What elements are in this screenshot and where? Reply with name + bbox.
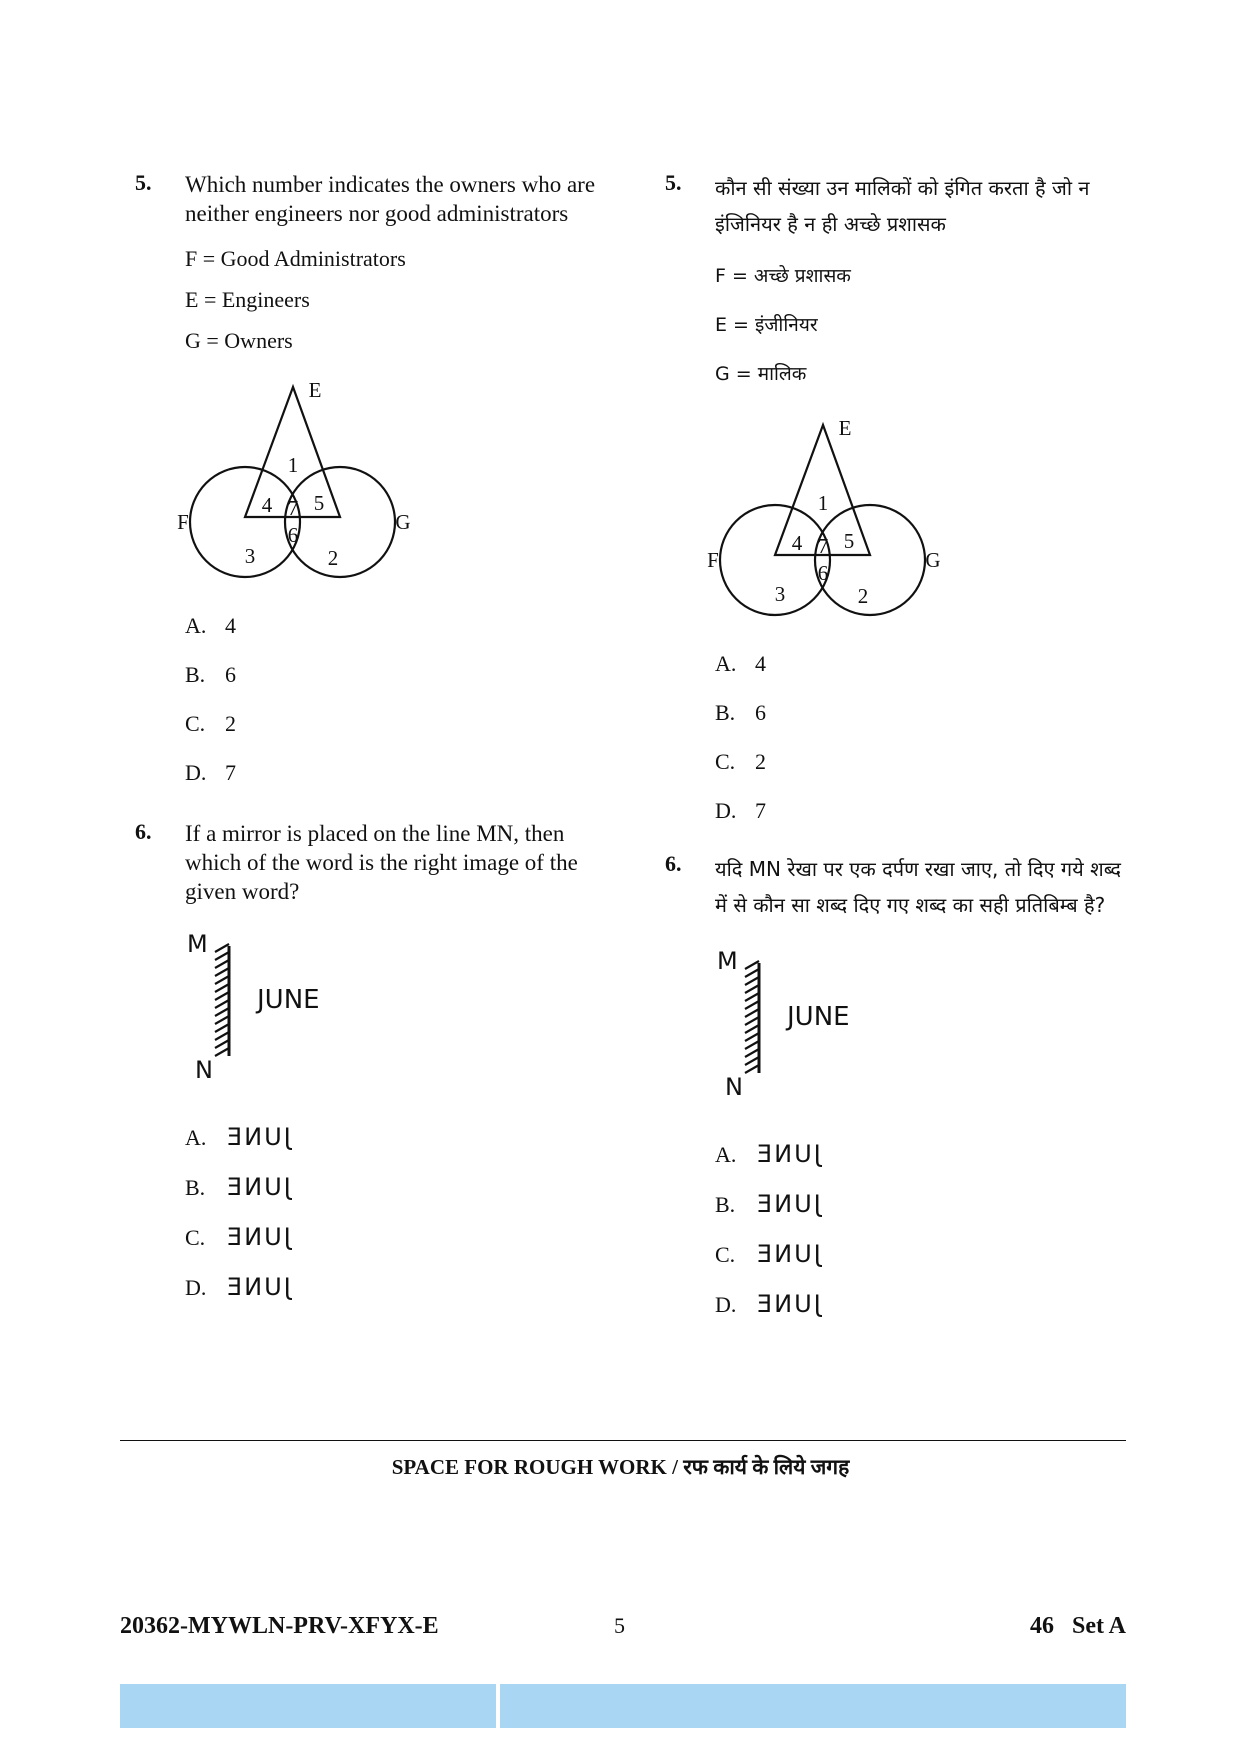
label-g: G (395, 510, 411, 534)
label-m: M (717, 947, 738, 975)
option-d[interactable]: D. 7 (185, 760, 236, 785)
region-4: 4 (791, 531, 803, 555)
label-e: E (838, 416, 852, 440)
question-number: 6. (665, 851, 682, 876)
english-column (135, 170, 605, 1312)
paper-code: 20362-MYWLN-PRV-XFYX-E (120, 1613, 439, 1639)
label-n: N (195, 1056, 213, 1084)
option-c[interactable]: C. 2 (185, 711, 236, 736)
question-text: If a mirror is placed on the line MN, then which of the word is the right image of the given word? (185, 821, 578, 904)
label-f: F (707, 548, 719, 572)
options (715, 639, 1135, 835)
question-number: 5. (135, 170, 152, 195)
options (185, 601, 605, 797)
option-b[interactable]: B. JUNE (185, 1173, 291, 1201)
region-6: 6 (287, 523, 299, 547)
mirror-figure (715, 943, 915, 1103)
label-e: E (308, 378, 322, 402)
definition-g: G = Owners (185, 328, 293, 353)
question-number: 5. (665, 170, 682, 195)
region-2: 2 (857, 584, 869, 608)
region-3: 3 (774, 582, 786, 606)
question-number: 6. (135, 819, 152, 844)
hindi-column (665, 170, 1135, 1329)
question-5-hindi (665, 170, 1135, 835)
option-c[interactable]: C. JUNE (185, 1223, 291, 1251)
given-word: JUNE (257, 985, 320, 1015)
option-a[interactable]: A. JUNE (715, 1140, 821, 1168)
option-a[interactable]: A. JUNE (185, 1123, 291, 1151)
region-5: 5 (843, 529, 855, 553)
region-6: 6 (817, 561, 829, 585)
definition-g: G = मालिक (715, 363, 807, 385)
region-5: 5 (313, 491, 325, 515)
option-d[interactable]: D. JUNE (715, 1290, 821, 1318)
venn-diagram (175, 367, 435, 587)
definitions (715, 252, 1135, 399)
circle-g (815, 505, 925, 615)
option-d[interactable]: D. JUNE (185, 1273, 291, 1301)
option-c[interactable]: C. 2 (715, 749, 766, 774)
mirror-figure (185, 926, 385, 1086)
option-b[interactable]: B. 6 (185, 662, 236, 687)
region-7: 7 (287, 496, 299, 520)
region-4: 4 (261, 493, 273, 517)
option-b[interactable]: B. JUNE (715, 1190, 821, 1218)
footer-bar-right (500, 1684, 1126, 1728)
option-a[interactable]: A. 4 (185, 613, 236, 638)
definition-f: F = अच्छे प्रशासक (715, 265, 851, 287)
venn-diagram (705, 405, 965, 625)
label-m: M (187, 930, 208, 958)
definition-f: F = Good Administrators (185, 246, 406, 271)
options (185, 1112, 605, 1312)
definition-e: E = Engineers (185, 287, 310, 312)
definitions (185, 238, 605, 361)
region-1: 1 (287, 453, 299, 477)
divider-line (120, 1440, 1126, 1441)
label-g: G (925, 548, 941, 572)
question-6-hindi (665, 851, 1135, 1329)
option-d[interactable]: D. 7 (715, 798, 766, 823)
option-c[interactable]: C. JUNE (715, 1240, 821, 1268)
rough-work-label: SPACE FOR ROUGH WORK / रफ कार्य के लिये जगह (391, 1455, 850, 1479)
question-text: कौन सी संख्या उन मालिकों को इंगित करता है जो न इंजिनियर है न ही अच्छे प्रशासक (715, 176, 1090, 236)
region-1: 1 (817, 491, 829, 515)
region-7: 7 (817, 534, 829, 558)
question-5 (135, 170, 605, 797)
footer-bar-left (120, 1684, 496, 1728)
definition-e: E = इंजीनियर (715, 314, 818, 336)
question-6 (135, 819, 605, 1312)
set-label: 46 Set A (1030, 1613, 1126, 1639)
label-f: F (177, 510, 189, 534)
region-3: 3 (244, 544, 256, 568)
option-a[interactable]: A. 4 (715, 651, 766, 676)
page-number: 5 (614, 1613, 625, 1638)
circle-g (285, 467, 395, 577)
region-2: 2 (327, 546, 339, 570)
question-text: Which number indicates the owners who are neither engineers nor good administrators (185, 172, 596, 226)
given-word: JUNE (787, 1002, 850, 1032)
question-text: यदि MN रेखा पर एक दर्पण रखा जाए, तो दिए गये शब्द में से कौन सा शब्द दिए गए शब्द का सही प्रतिबिम्ब है? (715, 857, 1122, 917)
label-n: N (725, 1073, 743, 1101)
options (715, 1129, 1135, 1329)
option-b[interactable]: B. 6 (715, 700, 766, 725)
